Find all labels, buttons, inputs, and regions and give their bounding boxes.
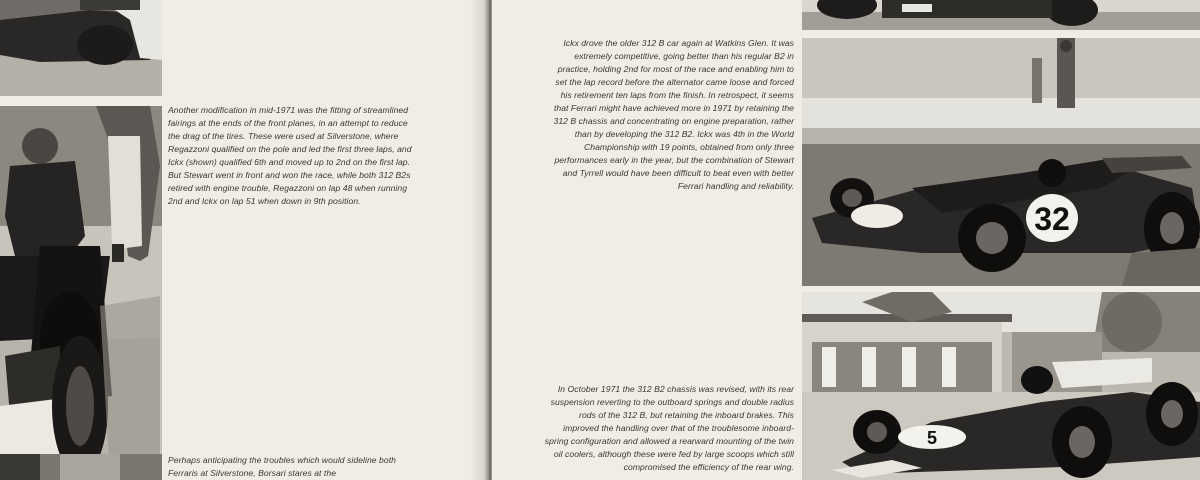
photo-top-strip <box>802 0 1200 30</box>
photo-car-nose-top <box>0 0 162 96</box>
car-number-5: 5 <box>926 428 938 448</box>
right-page <box>492 0 1200 480</box>
photo-borsari-bottom <box>0 454 162 480</box>
photo-revised-b2-chassis <box>802 292 1200 480</box>
left-caption-1: Another modification in mid-1971 was the fitting of streamlined fairings at the ends of the front planes, in an attempt to reduce the drag of the tires. These were used at Silverstone, where Regazzoni qualified on the pole and led the first three laps, and Ickx (shown) qualified 6th and moved up to 2nd on the first lap. But Stewart went in front and won the race, while both 312 B2s retired with engine trouble, Regazzoni on lap 48 when running 2nd and Ickx on lap 51 when down in 9th position. <box>168 105 412 206</box>
right-caption-1: Ickx drove the older 312 B car again at Watkins Glen. It was extremely competitive, going better than his regular B2 in practice, holding 2nd for most of the race and enabling him to set the lap record before the alternator came loose and forced his retirement ten laps from the finish. In retrospect, it seems that Ferrari might have achieved more in 1971 by retaining the 312 B chassis and concentrating on engine preparation, rather than by developing the 312 B2. Ickx was 4th in the World Championship with 19 points, obtained from only three performances early in the year, but the combination of Stewart and Tyrrell would have been difficult to beat even with better Ferrari handling and reliability. <box>553 38 794 191</box>
car-number-32: 32 <box>1034 201 1070 237</box>
photo-ickx-in-car-pits <box>0 106 162 480</box>
left-caption-2: Perhaps anticipating the troubles which would sideline both Ferraris at Silverstone, Borsari stares at the <box>168 455 396 478</box>
left-page <box>0 0 482 480</box>
photo-ickx-watkins-glen <box>802 38 1200 286</box>
right-caption-2: In October 1971 the 312 B2 chassis was revised, with its rear suspension reverting to the outboard springs and double radius rods of the 312 B, but retaining the inboard brakes. This improved the handling over that of the troublesome inboard-spring configuration and allowed a rearward mounting of the twin oil coolers, although these were fed by large scoops which still compromised the efficiency of the rear wing. <box>544 384 794 472</box>
